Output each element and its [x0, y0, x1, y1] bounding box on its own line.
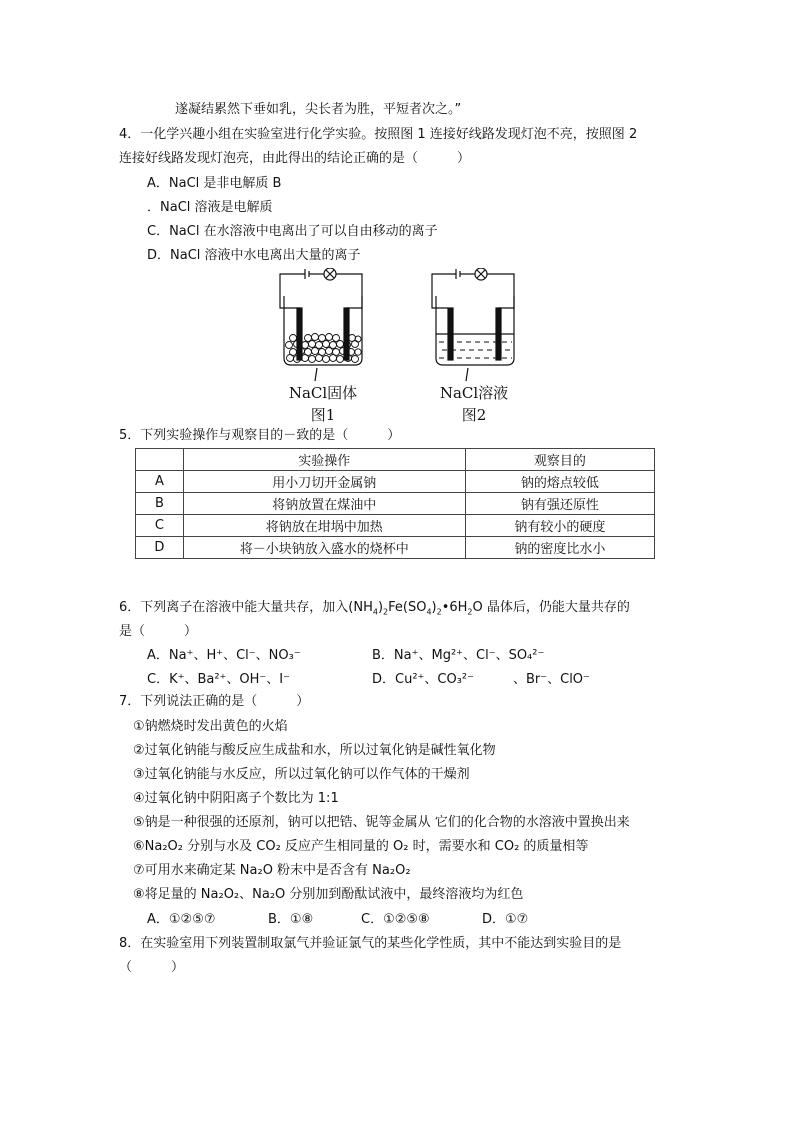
table-cell: 将－小块钠放入盛水的烧杯中 — [183, 537, 465, 559]
table-cell: 钠的密度比水小 — [465, 537, 654, 559]
q6-stem-part: •6H — [441, 600, 468, 615]
fig1-lamp-cross — [326, 270, 334, 278]
q6-option-a: A．Na⁺、H⁺、Cl⁻、NO₃⁻ — [147, 648, 301, 663]
table-row — [136, 493, 655, 515]
q7-option-a: A．①②⑤⑦ — [147, 912, 216, 927]
q6-stem-part: Fe(SO — [388, 600, 427, 615]
table-header-row — [136, 449, 655, 471]
q4-option-d: D．NaCl 溶液中水电离出大量的离子 — [147, 248, 361, 263]
q5-table — [135, 448, 655, 559]
q6-stem-part: O 晶体后，仍能大量共存的 — [472, 600, 630, 615]
fig1-leader-line — [315, 368, 317, 381]
table-header-cell — [136, 449, 184, 471]
fig1-label-number: 图1 — [310, 406, 336, 424]
intro-line: 遂凝结累然下垂如乳，尖长者为胜，平短者次之。” — [175, 102, 462, 117]
table-header-cell: 观察目的 — [465, 449, 654, 471]
table-row — [136, 515, 655, 537]
table-cell: 将钠放置在煤油中 — [183, 493, 465, 515]
fig2-label-substance: NaCl溶液 — [439, 384, 509, 402]
q6-option-d: D．Cu²⁺、CO₃²⁻ 、Br⁻、ClO⁻ — [372, 672, 590, 687]
table-header-cell: 实验操作 — [183, 449, 465, 471]
q4-stem-line2: 连接好线路发现灯泡亮，由此得出的结论正确的是（ ） — [119, 151, 471, 166]
q7-statement-5: ⑤钠是一种很强的还原剂，钠可以把锆、铌等金属从 它们的化合物的水溶液中置换出来 — [133, 815, 630, 830]
q7-stem: 7．下列说法正确的是（ ） — [119, 694, 310, 709]
q7-statement-7: ⑦可用水来确定某 Na₂O 粉末中是否含有 Na₂O₂ — [133, 863, 411, 878]
q6-subscript: 4 — [372, 607, 378, 617]
q6-subscript: 2 — [436, 607, 442, 617]
q7-option-b: B．①⑧ — [268, 912, 314, 927]
q7-statement-6: ⑥Na₂O₂ 分别与水及 CO₂ 反应产生相同量的 O₂ 时，需要水和 CO₂ 的质量相等 — [133, 839, 589, 854]
q6-stem-part: 6．下列离子在溶液中能大量共存，加入(NH — [119, 600, 373, 615]
q7-statement-2: ②过氧化钠能与酸反应生成盐和水，所以过氧化钠是碱性氧化物 — [133, 743, 496, 758]
q4-option-c: C．NaCl 在水溶液中电离出了可以自由移动的离子 — [147, 224, 438, 239]
table-cell: C — [136, 515, 184, 537]
table-cell: D — [136, 537, 184, 559]
q6-option-b: B．Na⁺、Mg²⁺、Cl⁻、SO₄²⁻ — [372, 648, 545, 663]
q8-stem-line2: （ ） — [119, 960, 185, 975]
q6-subscript: 2 — [383, 607, 389, 617]
figure-1 — [280, 268, 362, 381]
table-cell: 钠的熔点较低 — [465, 471, 654, 493]
q6-stem-part: ) — [431, 600, 437, 615]
q4-option-a: A．NaCl 是非电解质 B — [147, 176, 282, 191]
q6-stem-part: ) — [377, 600, 384, 615]
fig1-wire-right — [336, 274, 362, 308]
q6-option-c: C．K⁺、Ba²⁺、OH⁻、I⁻ — [147, 672, 290, 687]
q7-option-c: C．①②⑤⑧ — [361, 912, 430, 927]
q6-stem-line2: 是（ ） — [119, 624, 198, 639]
fig2-label-number: 图2 — [461, 406, 487, 424]
q6-subscript: 4 — [426, 607, 432, 617]
q6-subscript: 2 — [467, 607, 473, 617]
table-row — [136, 537, 655, 559]
q8-stem-line1: 8．在实验室用下列装置制取氯气并验证氯气的某些化学性质，其中不能达到实验目的是 — [119, 936, 622, 951]
table-cell: 将钠放在坩埚中加热 — [183, 515, 465, 537]
q5-stem: 5．下列实验操作与观察目的－致的是（ ） — [119, 428, 401, 443]
fig2-lamp-cross — [477, 270, 485, 278]
table-row — [136, 471, 655, 493]
circuit-figures — [270, 268, 520, 430]
table-cell: B — [136, 493, 184, 515]
table-cell: 钠有较小的硬度 — [465, 515, 654, 537]
q7-statement-3: ③过氧化钠能与水反应，所以过氧化钠可以作气体的干燥剂 — [133, 767, 470, 782]
q4-option-b: ．NaCl 溶液是电解质 — [147, 200, 273, 215]
fig2-wire-right — [487, 274, 514, 308]
table-cell: 用小刀切开金属钠 — [183, 471, 465, 493]
table-cell: 钠有强还原性 — [465, 493, 654, 515]
q7-statement-1: ①钠燃烧时发出黄色的火焰 — [133, 719, 288, 734]
q4-stem-line1: 4．一化学兴趣小组在实验室进行化学实验。按照图 1 连接好线路发现灯泡不亮，按照图 2 — [119, 127, 638, 142]
table-cell: A — [136, 471, 184, 493]
fig2-leader-line — [466, 368, 468, 381]
figure-2 — [432, 268, 514, 381]
q7-statement-8: ⑧将足量的 Na₂O₂、Na₂O 分别加到酚酞试液中，最终溶液均为红色 — [133, 887, 524, 902]
q7-statement-4: ④过氧化钠中阴阳离子个数比为 1:1 — [133, 791, 339, 806]
fig1-label-substance: NaCl固体 — [288, 384, 358, 402]
q7-option-d: D．①⑦ — [482, 912, 529, 927]
q6-stem-line1 — [119, 600, 630, 616]
